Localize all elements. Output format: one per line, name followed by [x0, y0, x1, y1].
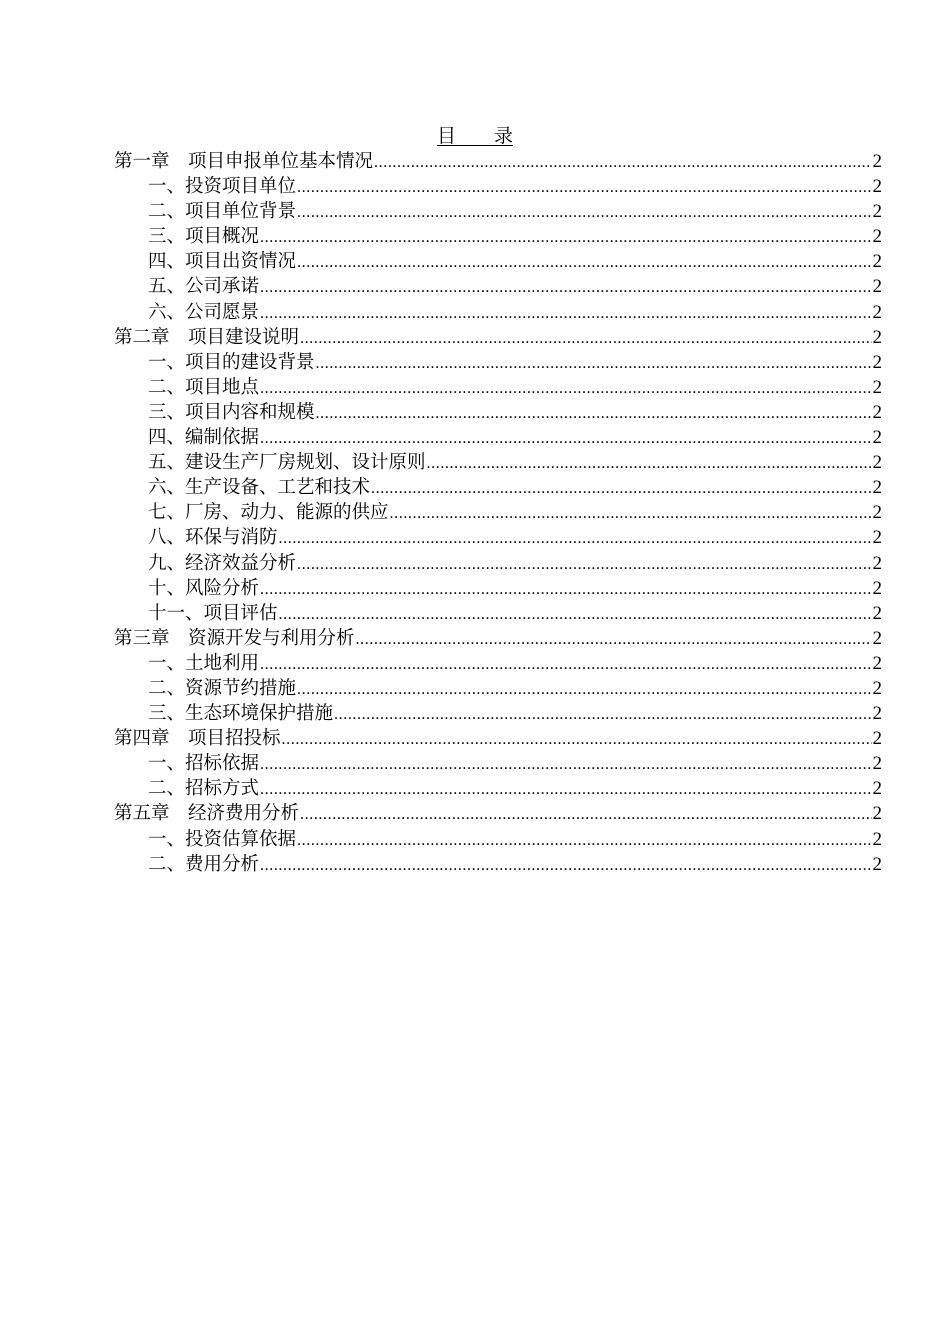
- toc-page-number: 2: [872, 176, 882, 198]
- toc-entry-title: 十、风险分析: [148, 577, 260, 599]
- toc-page-number: 2: [872, 552, 882, 574]
- toc-section-entry[interactable]: [114, 300, 882, 325]
- toc-dot-leader: [300, 802, 871, 827]
- toc-section-entry[interactable]: [114, 475, 882, 500]
- toc-entry-title: 一、土地利用: [148, 652, 260, 674]
- toc-entry-title: 四、编制依据: [148, 427, 260, 449]
- toc-title-text: 目 录: [436, 125, 513, 147]
- toc-page-number: 2: [872, 477, 882, 499]
- toc-entry-title: 一、招标依据: [148, 753, 260, 775]
- toc-entry-title: 三、项目内容和规模: [148, 401, 315, 423]
- toc-section-entry[interactable]: [114, 425, 882, 450]
- toc-page-number: 2: [872, 251, 882, 273]
- toc-chapter-entry[interactable]: [114, 801, 882, 826]
- toc-page-number: 2: [872, 151, 882, 172]
- toc-chapter-entry[interactable]: [114, 149, 882, 174]
- toc-entry-title: 五、建设生产厂房规划、设计原则: [148, 452, 426, 474]
- toc-entry-title: 六、生产设备、工艺和技术: [148, 477, 371, 499]
- toc-dot-leader: [279, 602, 872, 627]
- toc-entry-title: 一、项目的建设背景: [148, 351, 315, 373]
- toc-dot-leader: [260, 225, 871, 250]
- toc-page-number: 2: [872, 753, 882, 775]
- toc-section-entry[interactable]: [114, 450, 882, 475]
- toc-dot-leader: [260, 752, 871, 777]
- toc-entry-title: 第四章 项目招投标: [114, 728, 281, 750]
- toc-entry-title: 第三章 资源开发与利用分析: [114, 627, 355, 649]
- toc-chapter-entry[interactable]: [114, 726, 882, 751]
- toc-section-entry[interactable]: [114, 676, 882, 701]
- toc-section-entry[interactable]: [114, 500, 882, 525]
- toc-entry-title: 八、环保与消防: [148, 527, 278, 549]
- toc-entry-title: 第五章 经济费用分析: [114, 803, 300, 825]
- toc-dot-leader: [282, 727, 872, 752]
- toc-dot-leader: [260, 853, 871, 878]
- toc-entry-title: 二、资源节约措施: [148, 677, 297, 699]
- toc-page-number: 2: [872, 502, 882, 524]
- toc-dot-leader: [260, 376, 871, 401]
- toc-section-entry[interactable]: [114, 651, 882, 676]
- toc-page-number: 2: [872, 351, 882, 373]
- toc-page-number: 2: [872, 803, 882, 825]
- toc-section-entry[interactable]: [114, 249, 882, 274]
- toc-entry-title: 十一、项目评估: [148, 602, 278, 624]
- toc-page-number: 2: [872, 577, 882, 599]
- toc-dot-leader: [260, 777, 871, 802]
- toc-dot-leader: [297, 175, 871, 200]
- toc-page-number: 2: [872, 527, 882, 549]
- toc-entry-title: 七、厂房、动力、能源的供应: [148, 502, 389, 524]
- toc-section-entry[interactable]: [114, 576, 882, 601]
- toc-page-number: 2: [872, 778, 882, 800]
- table-of-contents: [114, 149, 882, 877]
- toc-page-number: 2: [872, 703, 882, 725]
- toc-section-entry[interactable]: [114, 827, 882, 852]
- toc-dot-leader: [371, 476, 871, 501]
- toc-section-entry[interactable]: [114, 350, 882, 375]
- toc-dot-leader: [297, 250, 871, 275]
- toc-page-number: 2: [872, 452, 882, 474]
- toc-entry-title: 三、项目概况: [148, 226, 260, 248]
- toc-section-entry[interactable]: [114, 751, 882, 776]
- toc-section-entry[interactable]: [114, 375, 882, 400]
- toc-dot-leader: [279, 526, 872, 551]
- toc-dot-leader: [260, 275, 871, 300]
- toc-page-number: 2: [872, 853, 882, 875]
- toc-entry-title: 一、投资估算依据: [148, 828, 297, 850]
- toc-entry-title: 四、项目出资情况: [148, 251, 297, 273]
- toc-dot-leader: [297, 677, 871, 702]
- toc-entry-title: 第一章 项目申报单位基本情况: [114, 151, 374, 172]
- toc-page-number: 2: [872, 276, 882, 298]
- toc-dot-leader: [316, 351, 872, 376]
- toc-page-number: 2: [872, 828, 882, 850]
- toc-page-number: 2: [872, 301, 882, 323]
- toc-entry-title: 九、经济效益分析: [148, 552, 297, 574]
- toc-section-entry[interactable]: [114, 701, 882, 726]
- toc-entry-title: 六、公司愿景: [148, 301, 260, 323]
- toc-section-entry[interactable]: [114, 400, 882, 425]
- toc-page-number: 2: [872, 627, 882, 649]
- toc-section-entry[interactable]: [114, 852, 882, 877]
- toc-dot-leader: [260, 301, 871, 326]
- toc-page-number: 2: [872, 326, 882, 348]
- toc-dot-leader: [300, 326, 871, 351]
- toc-section-entry[interactable]: [114, 174, 882, 199]
- toc-section-entry[interactable]: [114, 551, 882, 576]
- toc-dot-leader: [356, 627, 872, 652]
- toc-chapter-entry[interactable]: [114, 626, 882, 651]
- toc-page-number: 2: [872, 401, 882, 423]
- toc-entry-title: 二、项目单位背景: [148, 201, 297, 223]
- toc-section-entry[interactable]: [114, 224, 882, 249]
- toc-page-number: 2: [872, 677, 882, 699]
- toc-heading: [0, 122, 950, 150]
- toc-dot-leader: [260, 577, 871, 602]
- toc-dot-leader: [427, 451, 872, 476]
- toc-section-entry[interactable]: [114, 776, 882, 801]
- toc-dot-leader: [297, 200, 871, 225]
- toc-page-number: 2: [872, 226, 882, 248]
- toc-section-entry[interactable]: [114, 601, 882, 626]
- toc-page-number: 2: [872, 728, 882, 750]
- toc-section-entry[interactable]: [114, 274, 882, 299]
- toc-page-number: 2: [872, 376, 882, 398]
- toc-entry-title: 二、项目地点: [148, 376, 260, 398]
- toc-dot-leader: [297, 828, 871, 853]
- toc-entry-title: 第二章 项目建设说明: [114, 326, 300, 348]
- toc-page-number: 2: [872, 602, 882, 624]
- toc-entry-title: 五、公司承诺: [148, 276, 260, 298]
- toc-section-entry[interactable]: [114, 525, 882, 550]
- toc-dot-leader: [297, 552, 871, 577]
- toc-chapter-entry[interactable]: [114, 325, 882, 350]
- toc-section-entry[interactable]: [114, 199, 882, 224]
- toc-dot-leader: [316, 401, 872, 426]
- toc-entry-title: 二、招标方式: [148, 778, 260, 800]
- toc-entry-title: 一、投资项目单位: [148, 176, 297, 198]
- toc-dot-leader: [374, 150, 871, 175]
- toc-dot-leader: [334, 702, 871, 727]
- toc-page-number: 2: [872, 652, 882, 674]
- toc-dot-leader: [260, 426, 871, 451]
- toc-entry-title: 三、生态环境保护措施: [148, 703, 334, 725]
- toc-dot-leader: [390, 501, 872, 526]
- toc-page-number: 2: [872, 427, 882, 449]
- toc-page-number: 2: [872, 201, 882, 223]
- toc-entry-title: 二、费用分析: [148, 853, 260, 875]
- toc-dot-leader: [260, 652, 871, 677]
